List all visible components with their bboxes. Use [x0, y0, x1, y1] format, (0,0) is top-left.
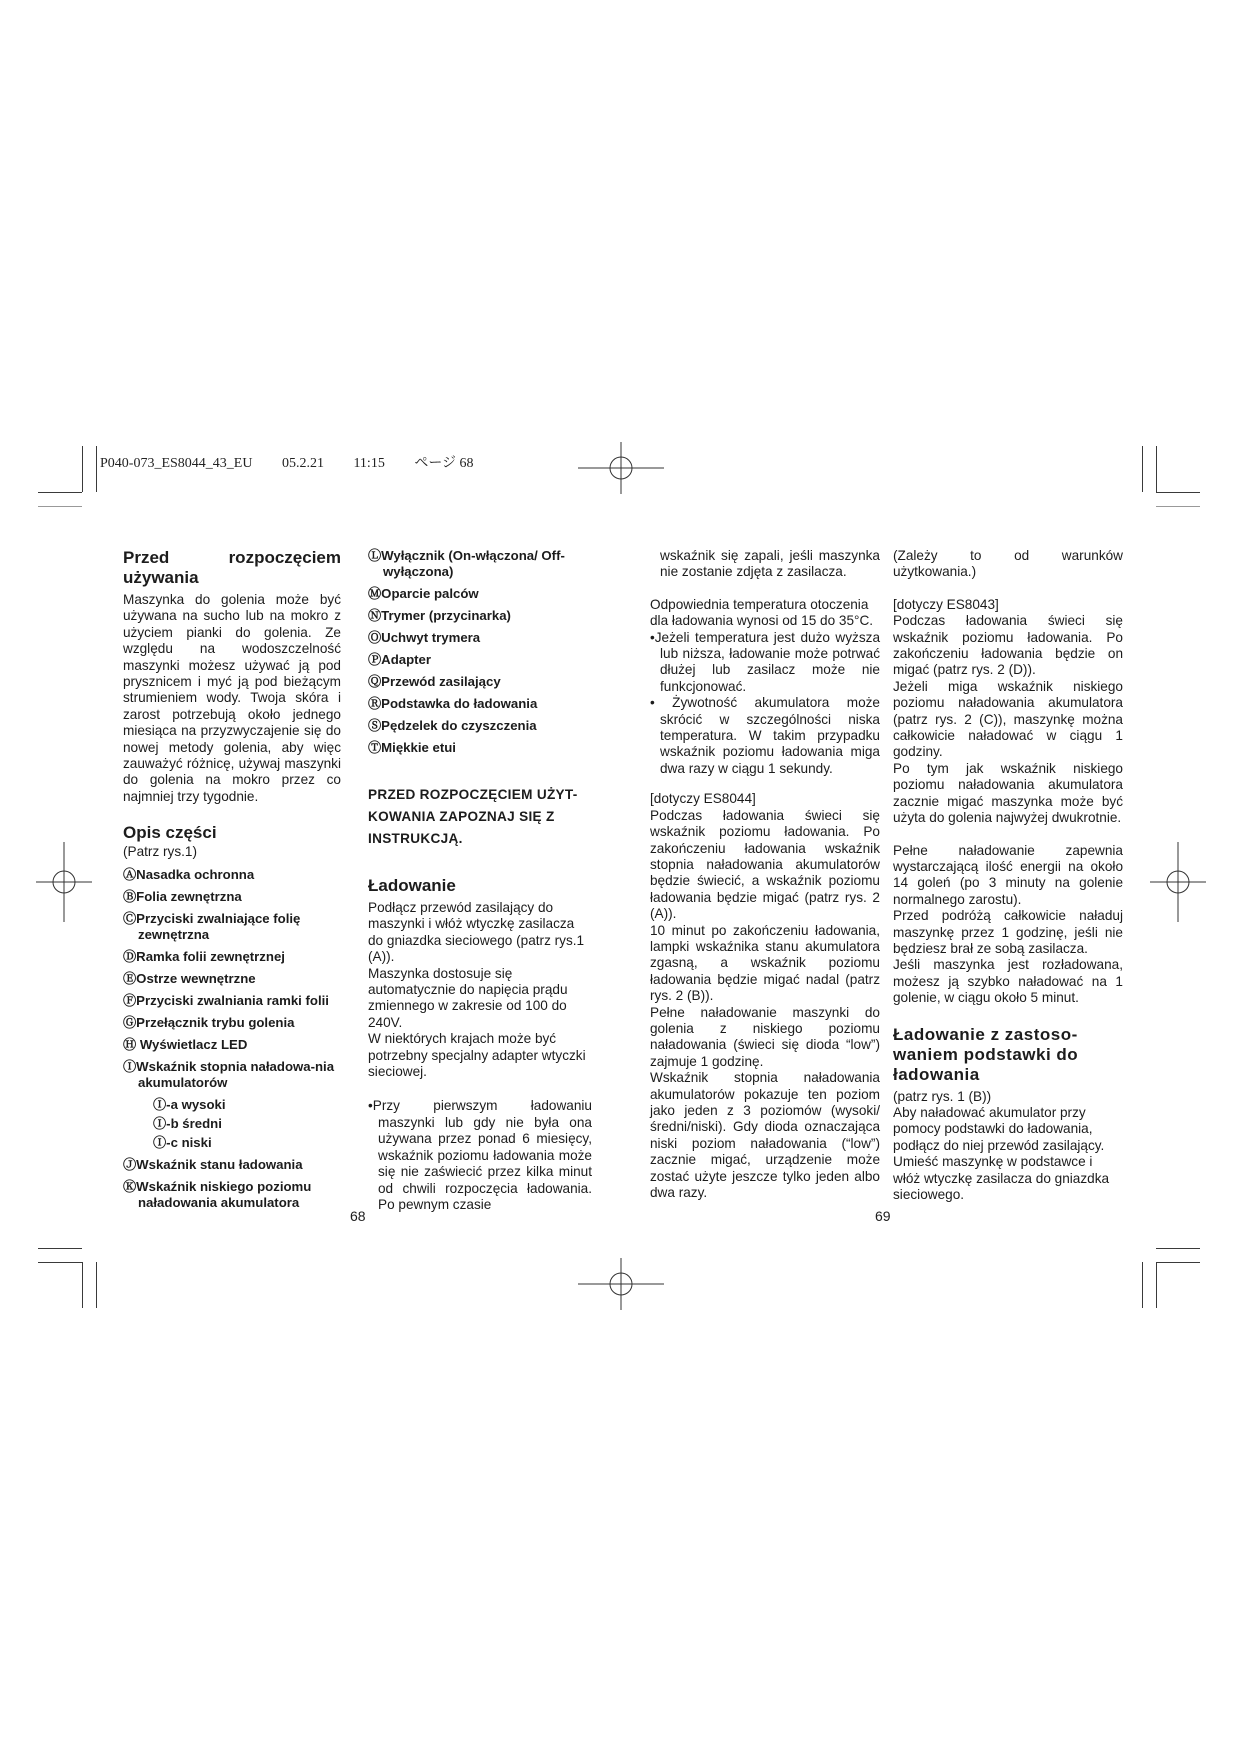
temperature-bullet: •Jeżeli temperatura jest dużo wyższa lub niższa, ładowanie może potrwać dłużej lub zasilacz może nie funkcjonować.	[650, 629, 880, 694]
slug-page: ページ 68	[414, 456, 474, 471]
crop-mark-tr-h	[1156, 492, 1200, 493]
registration-mark-left	[36, 842, 92, 922]
part-item: ⒻPrzyciski zwalniania ramki folii	[123, 992, 329, 1008]
es8043-tag: [dotyczy ES8043]	[893, 596, 999, 612]
part-subitem: Ⓘ-c niski	[153, 1134, 212, 1150]
printer-slug	[100, 452, 500, 472]
es8044-10-minutes: 10 minut po zakończeniu ładowania, lampki wskaźnika stanu akumulatora zgasną, a wskaźnik poziomu ładowania będzie migać nadal (patrz rys. 2 (B)).	[650, 922, 880, 1004]
charging-voltage: Maszynka dostosuje się automatycznie do napięcia prądu zmiennego w zakresie od 100 do 240V.	[368, 965, 568, 1030]
page-number-left: 68	[350, 1208, 366, 1224]
crop-mark-bl-h2	[38, 1262, 82, 1263]
part-item: ⒷFolia zewnętrzna	[123, 888, 242, 904]
part-item: ⓄUchwyt trymera	[368, 630, 481, 645]
crop-mark-bl-v2	[96, 1262, 97, 1308]
battery-life-bullet: • Żywotność akumulatora może skrócić w szczególności niska temperatura. W takim przypadku wskaźnik poziomu ładowania miga dwa razy w ciągu 1 sekundy.	[650, 695, 880, 776]
es8043-after-blink: Po tym jak wskaźnik niskiego poziomu naładowania akumulatora zacznie migać maszynka może być użyta do golenia najwyżej dwukrotnie.	[893, 760, 1123, 826]
before-use-body: Maszynka do golenia może być używana na sucho lub na mokro z użyciem pianki do golenia. Ze względu na wodoszczelność maszynki możesz używać ją pod prysznicem i myć ją pod bieżącym strumieniem wody. Twoja skóra i zarost potrzebują około jednego miesiąca na przyzwyczajenie się do nowej metody golenia, aby więc zauważyć różnicę, używaj maszynki do golenia na mokro przez co najmniej trzy tygodnie.	[123, 592, 341, 804]
registration-mark-top	[578, 442, 664, 494]
part-item: ⓆPrzewód zasilający	[368, 674, 501, 689]
part-item: Ⓗ Wyświetlacz LED	[123, 1036, 248, 1052]
part-item: ⓁWyłącznik (On-włączona/ Off-wyłączona)	[368, 548, 565, 579]
part-item: ⒹRamka folii zewnętrznej	[123, 948, 285, 964]
es8043-low-blink: Jeżeli miga wskaźnik niskiego poziomu naładowania akumulatora (patrz rys. 2 (C)), maszynkę można całkowicie naładować w ciągu 1 godziny.	[893, 678, 1123, 760]
crop-mark-br-v2	[1156, 1262, 1157, 1308]
part-item: ⒸPrzyciski zwalniające folię zewnętrzna	[123, 910, 301, 942]
slug-time: 11:15	[353, 456, 385, 471]
right-page-column-1	[650, 548, 880, 1217]
part-subitem: Ⓘ-a wysoki	[153, 1096, 226, 1112]
part-item: ⓀWskaźnik niskiego poziomu naładowania akumulatora	[123, 1178, 312, 1210]
part-item: ⓇPodstawka do ładowania	[368, 696, 538, 711]
crop-mark-br-v	[1142, 1262, 1143, 1308]
left-page-column-1	[123, 548, 341, 1217]
crop-mark-tl-v	[82, 446, 83, 492]
crop-mark-tl-v2	[96, 446, 97, 492]
crop-mark-tr-v	[1142, 446, 1143, 492]
part-item: ⓈPędzelek do czyszczenia	[368, 718, 537, 733]
section-title-before-use: Przed rozpoczęciem używania	[123, 548, 341, 587]
parts-list	[123, 867, 341, 1211]
left-page-column-2	[368, 548, 592, 1229]
quick-charge: Jeśli maszynka jest rozładowana, możesz ją szybko naładować na 1 golenie, w ciągu około 5 minut.	[893, 957, 1123, 1006]
crop-mark-tr-v2	[1156, 446, 1157, 492]
crop-mark-tl-h	[38, 492, 82, 493]
charging-stand-figure-ref: (patrz rys. 1 (B))	[893, 1088, 992, 1104]
usage-conditions-continued: (Zależy to od warunków użytkowania.)	[893, 548, 1123, 580]
es8044-levels: Wskaźnik stopnia naładowania akumulatorów pokazuje ten poziom jako jeden z 3 poziomów (wysoki/ średni/niski). Gdy dioda oznaczająca niski poziom naładowania (“low”) zacznie migać, urządzenie może zostać użyte jeszcze tylko jeden albo dwa razy.	[650, 1070, 880, 1201]
crop-mark-br-h	[1156, 1248, 1200, 1249]
charging-step-1: Podłącz przewód zasilający do maszynki i włóż wtyczkę zasilacza do gniazdka sieciowego (patrz rys.1 (A)).	[368, 900, 585, 965]
slug-file: P040-073_ES8044_43_EU	[100, 456, 253, 471]
section-title-charging: Ładowanie	[368, 876, 456, 895]
es8044-full-charge: Pełne naładowanie maszynki do golenia z niskiego poziomu naładowania (świeci się dioda “low”) zajmuje 1 godzinę.	[650, 1004, 880, 1069]
es8043-charging: Podczas ładowania świeci się wskaźnik poziomu ładowania. Po zakończeniu ładowania będzie on migać (patrz rys. 2 (D)).	[893, 613, 1123, 678]
crop-mark-tl-h2	[38, 506, 82, 507]
charging-temperature: Odpowiednia temperatura otoczenia dla ładowania wynosi od 15 do 35°C.	[650, 596, 874, 629]
es8044-charging: Podczas ładowania świeci się wskaźnik poziomu ładowania. Po zakończeniu ładowania wskaźnik stopnia naładowania akumulatorów będzie świecić, a wskaźnik poziomu ładowania będzie migać (patrz rys. 2 (A)).	[650, 807, 880, 922]
part-subitem: Ⓘ-b średni	[153, 1115, 222, 1131]
part-item: ⒾWskaźnik stopnia naładowa-nia akumulatorów	[123, 1058, 335, 1090]
part-item: ⓃTrymer (przycinarka)	[368, 608, 511, 623]
part-item: ⓉMiękkie etui	[368, 740, 456, 755]
page-number-right: 69	[875, 1208, 891, 1224]
parts-list-continued	[368, 548, 592, 756]
part-item: ⓅAdapter	[368, 652, 432, 667]
es8044-tag: [dotyczy ES8044]	[650, 791, 756, 807]
part-item: ⒺOstrze wewnętrzne	[123, 970, 256, 986]
registration-mark-right	[1150, 842, 1206, 922]
travel-charge: Przed podróżą całkowicie naładuj maszynkę przez 1 godzinę, jeśli nie będziesz brał ze sobą zasilacza.	[893, 908, 1123, 956]
crop-mark-bl-h	[38, 1248, 82, 1249]
crop-mark-tr-h2	[1156, 506, 1200, 507]
part-item: ⓂOparcie palców	[368, 586, 479, 601]
slug-date: 05.2.21	[281, 456, 324, 471]
indicator-continued: wskaźnik się zapali, jeśli maszynka nie zostanie zdjęta z zasilacza.	[660, 548, 880, 580]
right-page-column-2	[893, 548, 1123, 1219]
registration-mark-bottom	[578, 1258, 664, 1310]
crop-mark-bl-v	[82, 1262, 83, 1308]
part-item: ⒶNasadka ochronna	[123, 866, 255, 882]
charging-first-use-note: •Przy pierwszym ładowaniu maszynki lub gdy nie była ona używana przez ponad 6 miesięcy, wskaźnik poziomu ładowania może się nie zaświecić przez kilka minut od chwili rozpoczęcia ładowania. Po pewnym czasie	[368, 1098, 592, 1212]
charging-stand-body: Aby naładować akumulator przy pomocy podstawki do ładowania, podłącz do niej przewód zasilający. Umieść maszynkę w podstawce i włóż wtyczkę zasilacza do gniazdka sieciowego.	[893, 1104, 1110, 1202]
charging-adapter-note: W niektórych krajach może być potrzebny specjalny adapter wtyczki sieciowej.	[368, 1031, 586, 1080]
part-item: ⒼPrzełącznik trybu golenia	[123, 1014, 295, 1030]
crop-mark-br-h2	[1156, 1262, 1200, 1263]
full-charge-shaves: Pełne naładowanie zapewnia wystarczającą ilość energii na około 14 goleń (po 3 minuty na golenie normalnego zarostu).	[893, 842, 1123, 907]
section-title-charging-stand: Ładowanie z zastoso-waniem podstawki do ładowania	[893, 1024, 1079, 1084]
part-item: ⒿWskaźnik stanu ładowania	[123, 1156, 303, 1172]
read-instructions-notice: PRZED ROZPOCZĘCIEM UŻYT-KOWANIA ZAPOZNAJ SIĘ Z INSTRUKCJĄ.	[368, 787, 578, 846]
parts-figure-ref: (Patrz rys.1)	[123, 844, 198, 860]
section-title-parts: Opis części	[123, 823, 217, 843]
